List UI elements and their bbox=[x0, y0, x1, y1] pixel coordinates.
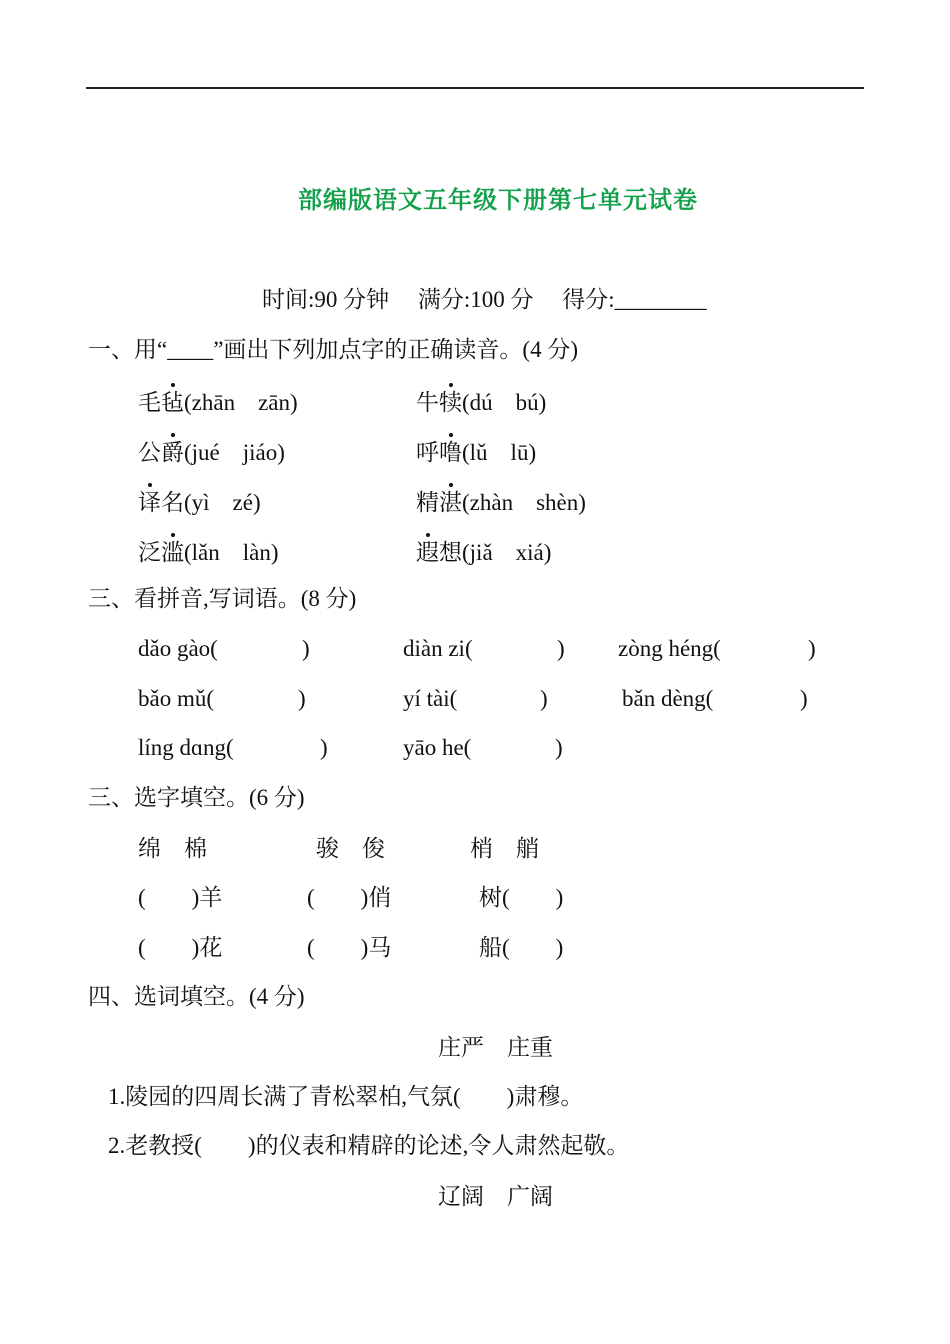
dotted-char: 译 bbox=[138, 490, 161, 515]
dotted-char: 爵 bbox=[161, 440, 184, 465]
char-blank: 船( ) bbox=[479, 935, 564, 960]
header-rule bbox=[86, 87, 864, 89]
word-blank-close: ) bbox=[302, 636, 310, 661]
word-blank-text: líng dɑng( bbox=[138, 735, 234, 760]
word-blank-text: zòng héng( bbox=[618, 636, 721, 661]
word-blank-text: bǎo mǔ( bbox=[138, 686, 215, 711]
word-blank-close: ) bbox=[557, 636, 565, 661]
word-choices-1: 庄严 庄重 bbox=[438, 1035, 553, 1060]
section4-heading: 四、选词填空。(4 分) bbox=[88, 984, 305, 1009]
dotted-char: 毡 bbox=[161, 390, 184, 415]
section1-heading: 一、用“____”画出下列加点字的正确读音。(4 分) bbox=[88, 337, 578, 362]
char-choice: 绵 棉 bbox=[138, 836, 207, 861]
word-blank-close: ) bbox=[298, 686, 306, 711]
word-choices-2: 辽阔 广阔 bbox=[438, 1184, 553, 1209]
char-blank: ( )俏 bbox=[307, 885, 392, 910]
word-blank-close: ) bbox=[808, 636, 816, 661]
dotted-char: 湛 bbox=[439, 490, 462, 515]
dotted-char: 犊 bbox=[439, 390, 462, 415]
page-title: 部编版语文五年级下册第七单元试卷 bbox=[298, 188, 698, 214]
char-blank: ( )马 bbox=[307, 935, 392, 960]
char-choice: 梢 艄 bbox=[470, 836, 539, 861]
question-1: 1.陵园的四周长满了青松翠柏,气氛( )肃穆。 bbox=[108, 1084, 584, 1109]
exam-info: 时间:90 分钟 满分:100 分 得分:________ bbox=[262, 287, 707, 312]
word-blank-close: ) bbox=[540, 686, 548, 711]
dotted-char: 滥 bbox=[161, 540, 184, 565]
char-blank: ( )羊 bbox=[138, 885, 223, 910]
word-blank-text: dǎo gào( bbox=[138, 636, 218, 661]
section3-heading: 三、选字填空。(6 分) bbox=[88, 785, 305, 810]
word-blank-close: ) bbox=[800, 686, 808, 711]
word-blank-close: ) bbox=[320, 735, 328, 760]
word-blank-text: yāo he( bbox=[403, 735, 472, 760]
dotted-char: 遐 bbox=[416, 540, 439, 565]
word-blank-text: bǎn dèng( bbox=[622, 686, 714, 711]
pinyin-item: 公爵(jué jiáo) bbox=[138, 440, 285, 465]
pinyin-item: 牛犊(dú bú) bbox=[416, 390, 547, 415]
char-blank: 树( ) bbox=[479, 885, 564, 910]
word-blank-close: ) bbox=[555, 735, 563, 760]
char-blank: ( )花 bbox=[138, 935, 223, 960]
word-blank-text: yí tài( bbox=[403, 686, 458, 711]
pinyin-item: 译名(yì zé) bbox=[138, 490, 261, 515]
question-2: 2.老教授( )的仪表和精辟的论述,令人肃然起敬。 bbox=[108, 1133, 630, 1158]
word-blank-text: diàn zi( bbox=[403, 636, 473, 661]
section2-heading: 三、看拼音,写词语。(8 分) bbox=[88, 586, 357, 611]
pinyin-item: 毛毡(zhān zān) bbox=[138, 390, 298, 415]
pinyin-item: 泛滥(lǎn làn) bbox=[138, 540, 279, 565]
dotted-char: 噜 bbox=[439, 440, 462, 465]
pinyin-item: 呼噜(lǔ lū) bbox=[416, 440, 537, 465]
pinyin-item: 遐想(jiǎ xiá) bbox=[416, 540, 552, 565]
pinyin-item: 精湛(zhàn shèn) bbox=[416, 490, 586, 515]
char-choice: 骏 俊 bbox=[316, 836, 385, 861]
